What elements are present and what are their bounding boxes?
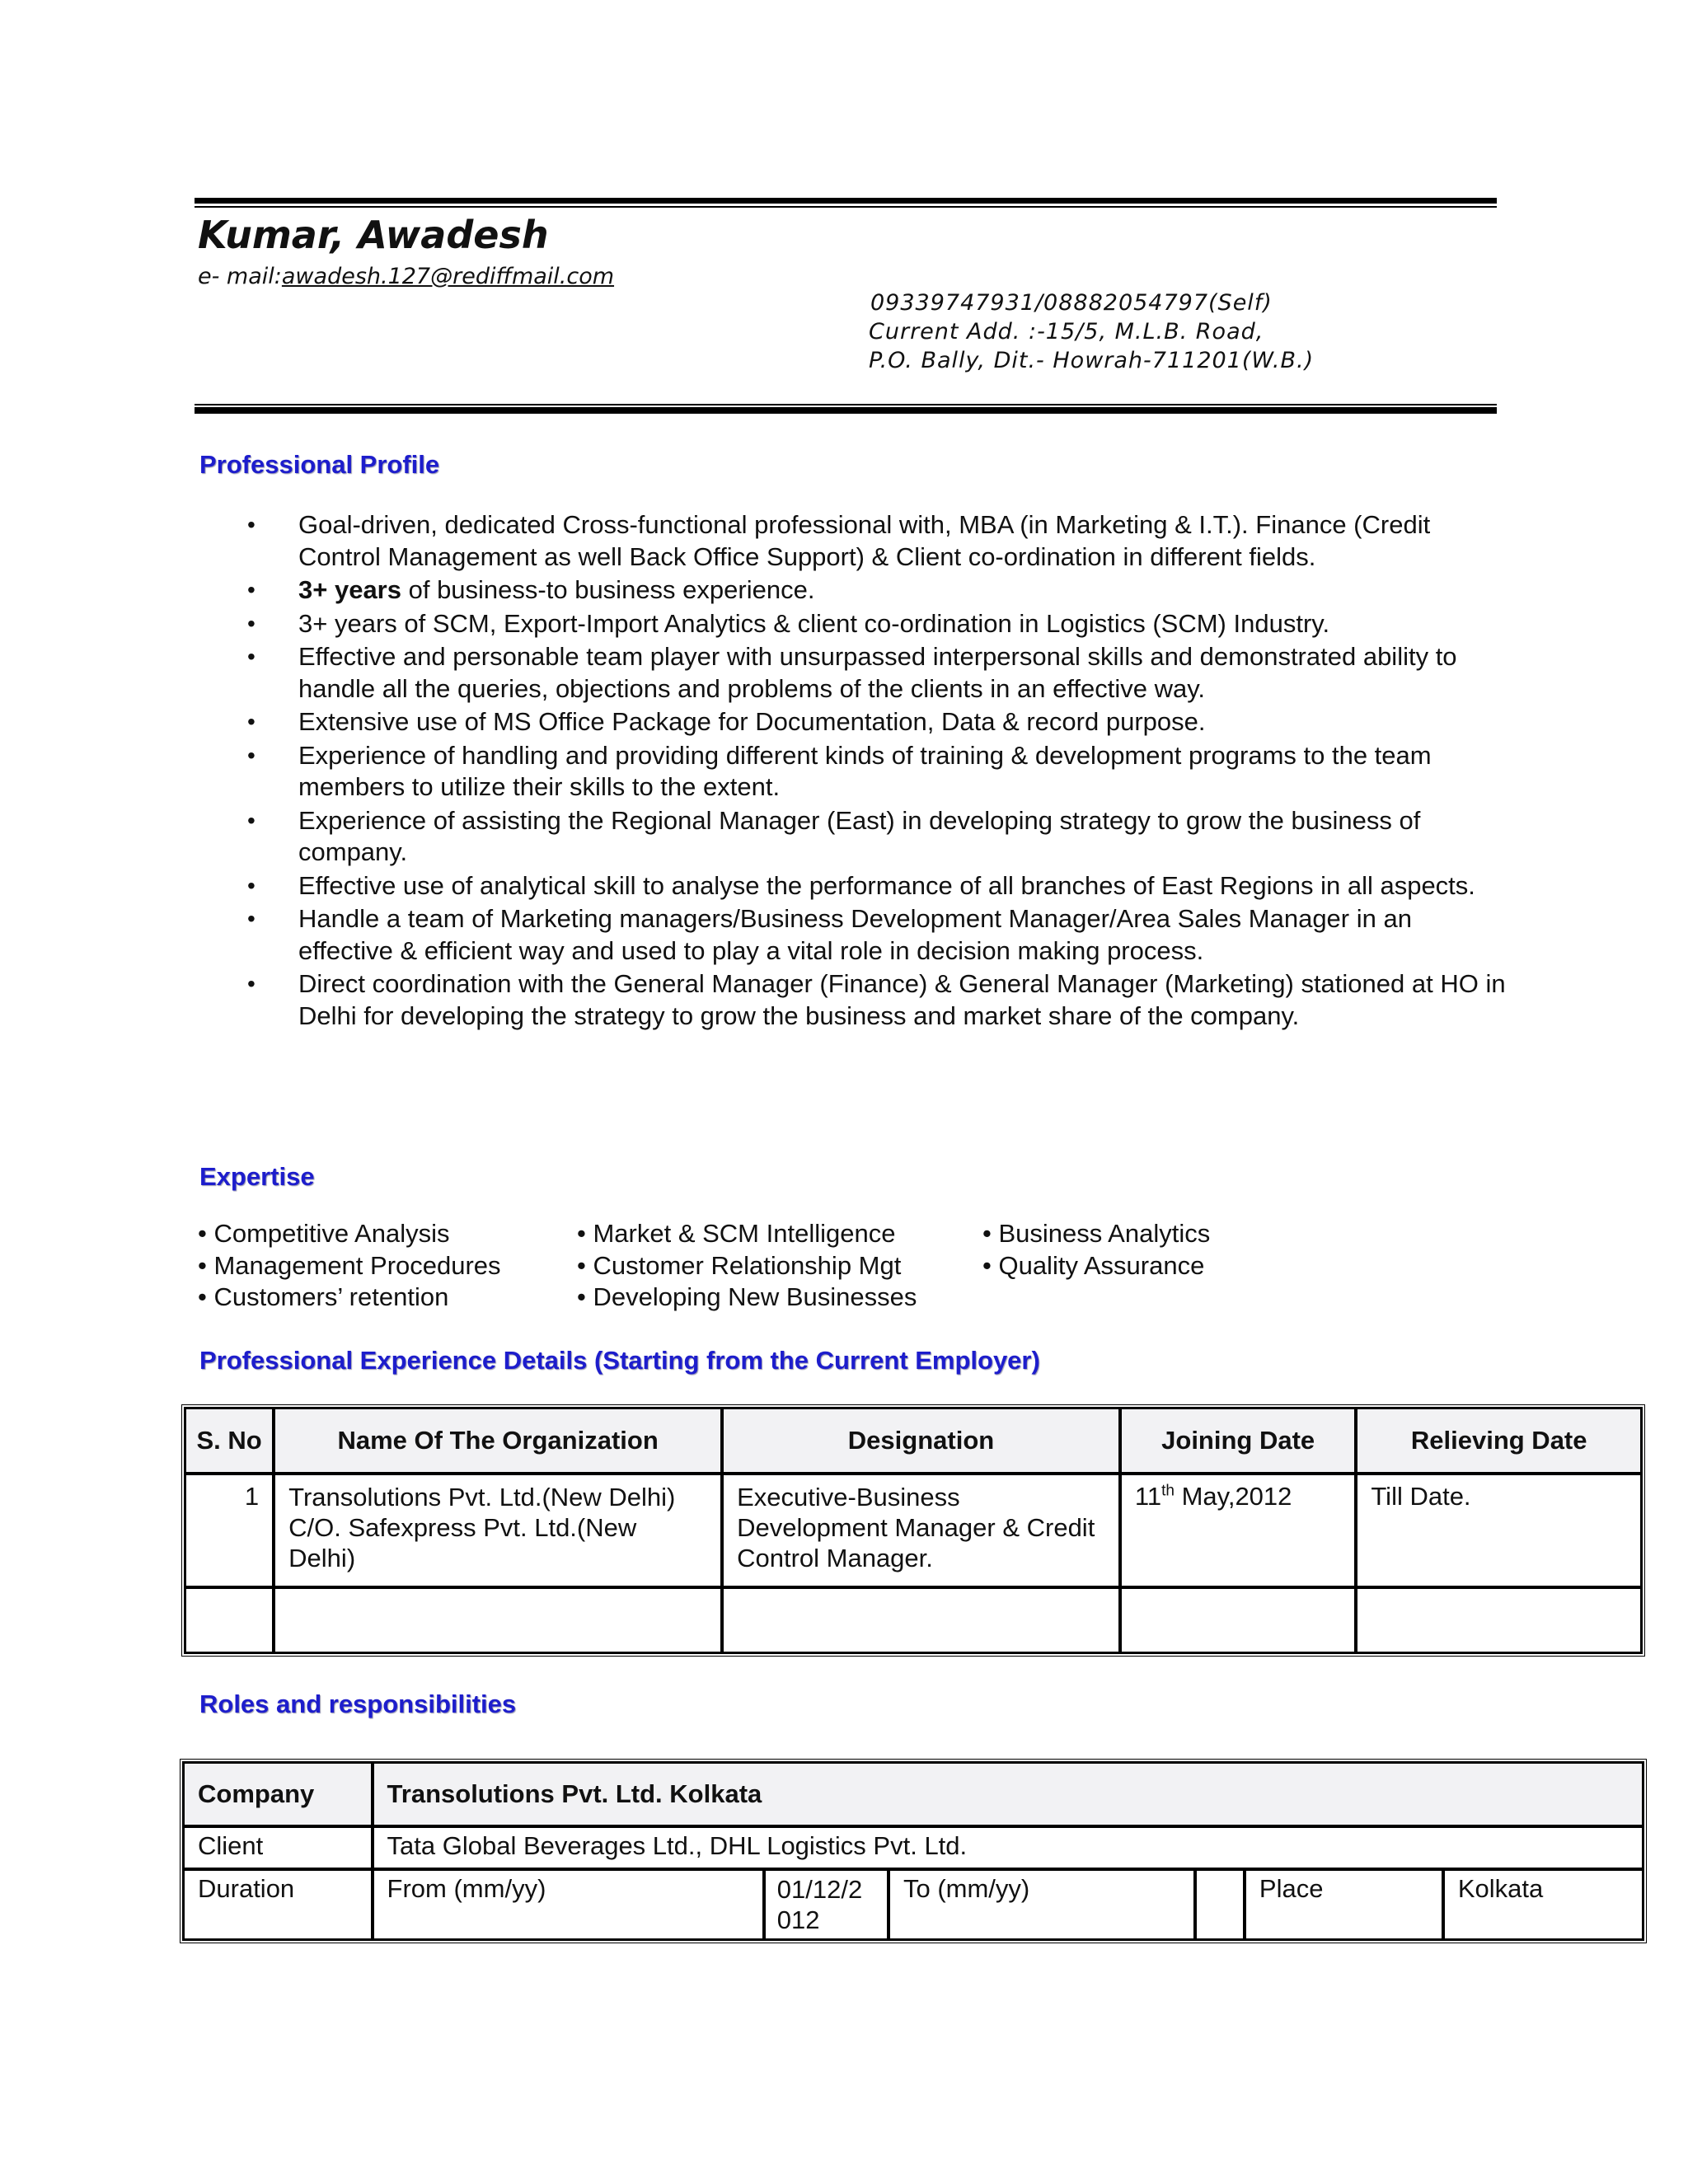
- list-item: [247, 805, 1508, 869]
- list-item: [247, 903, 1508, 967]
- address-line-2: P.O. Bally, Dit.- Howrah-711201(W.B.): [869, 348, 1315, 373]
- list-item: [247, 641, 1508, 705]
- table-row-empty: [185, 1587, 1642, 1653]
- roles-table: [180, 1759, 1647, 1943]
- join-month-year: May,2012: [1174, 1482, 1292, 1511]
- bullet-text: Goal-driven, dedicated Cross-functional professional with, MBA (in Marketing & I.T.). Finance (Credit Control Management as well Back Office Support) & Client co-ordination in different fields.: [298, 510, 1431, 571]
- roles-heading: Roles and responsibilities: [199, 1690, 517, 1718]
- expertise-item: • Business Analytics: [982, 1219, 1211, 1248]
- top-rule: [195, 198, 1497, 204]
- list-item: [247, 968, 1508, 1032]
- email-link[interactable]: awadesh.127@rediffmail.com: [281, 264, 615, 289]
- list-item: [247, 608, 1508, 640]
- list-item: [247, 509, 1508, 573]
- expertise-item: • Market & SCM Intelligence: [577, 1219, 896, 1248]
- expertise-item: • Quality Assurance: [982, 1250, 1205, 1280]
- header-rule: [195, 407, 1497, 414]
- list-item: [247, 870, 1508, 902]
- from-value: 01/12/2012: [764, 1869, 889, 1940]
- expertise-item: • Customer Relationship Mgt: [577, 1250, 902, 1280]
- bullet-icon: •: [247, 971, 256, 996]
- table-row: [185, 1474, 1642, 1587]
- company-row: [183, 1762, 1643, 1826]
- email-line: [198, 264, 614, 289]
- expertise-heading: Expertise: [199, 1162, 315, 1191]
- expertise-item: • Management Procedures: [198, 1250, 501, 1280]
- cell-relieving-date: Till Date.: [1356, 1474, 1642, 1587]
- bullet-emphasis: 3+ years: [298, 575, 401, 604]
- bullet-icon: •: [247, 906, 256, 931]
- expertise-column-3: [982, 1218, 1210, 1282]
- bullet-icon: •: [247, 709, 256, 734]
- bullet-text: Effective use of analytical skill to analyse the performance of all branches of East Regions in all aspects.: [298, 870, 1475, 900]
- expertise-item: • Customers’ retention: [198, 1282, 449, 1311]
- duration-row: [183, 1869, 1643, 1940]
- place-label: Place: [1245, 1869, 1443, 1940]
- expertise-column-2: [577, 1218, 917, 1314]
- phone: 09339747931/08882054797(Self): [870, 290, 1273, 316]
- bullet-text: Experience of assisting the Regional Manager (East) in developing strategy to grow the business of company.: [298, 805, 1421, 866]
- bullet-icon: •: [247, 872, 256, 898]
- bullet-text: of business-to business experience.: [401, 575, 815, 604]
- to-label: To (mm/yy): [889, 1869, 1195, 1940]
- address-line-1: Current Add. :-15/5, M.L.B. Road,: [869, 319, 1264, 344]
- company-value: Transolutions Pvt. Ltd. Kolkata: [373, 1762, 1643, 1826]
- top-rule-thin: [195, 206, 1497, 208]
- experience-table: [181, 1404, 1645, 1657]
- cell-organization: Transolutions Pvt. Ltd.(New Delhi) C/O. Safexpress Pvt. Ltd.(New Delhi): [274, 1474, 722, 1587]
- bullet-text: Direct coordination with the General Manager (Finance) & General Manager (Marketing) stationed at HO in Delhi for developing the strategy to grow the business and market share of the company.: [298, 969, 1506, 1030]
- col-designation: Designation: [722, 1408, 1120, 1474]
- profile-list: [247, 509, 1508, 1033]
- cell-sno: 1: [185, 1474, 274, 1587]
- place-value: Kolkata: [1443, 1869, 1643, 1940]
- duration-label: Duration: [183, 1869, 373, 1940]
- col-joining-date: Joining Date: [1120, 1408, 1356, 1474]
- cell-joining-date: [1120, 1474, 1356, 1587]
- bullet-text: Handle a team of Marketing managers/Business Development Manager/Area Sales Manager in an effective & efficient way and used to play a vital role in decision making process.: [298, 904, 1412, 965]
- experience-header-row: [185, 1408, 1642, 1474]
- client-row: [183, 1826, 1643, 1869]
- list-item: [247, 740, 1508, 804]
- experience-heading: Professional Experience Details (Starting from the Current Employer): [199, 1346, 1040, 1375]
- from-label: From (mm/yy): [373, 1869, 764, 1940]
- to-value: [1195, 1869, 1245, 1940]
- expertise-item: • Competitive Analysis: [198, 1219, 450, 1248]
- list-item: [247, 574, 1508, 607]
- bullet-icon: •: [247, 742, 256, 768]
- col-relieving-date: Relieving Date: [1356, 1408, 1642, 1474]
- bullet-text: Experience of handling and providing different kinds of training & development programs to the team members to utilize their skills to the extent.: [298, 740, 1432, 801]
- cell-designation: Executive-Business Development Manager & Credit Control Manager.: [722, 1474, 1120, 1587]
- profile-heading: Professional Profile: [199, 450, 440, 479]
- col-sno: S. No: [185, 1408, 274, 1474]
- client-value: Tata Global Beverages Ltd., DHL Logistics Pvt. Ltd.: [373, 1826, 1643, 1869]
- bullet-icon: •: [247, 807, 256, 833]
- bullet-icon: •: [247, 610, 256, 636]
- bullet-text: Effective and personable team player with unsurpassed interpersonal skills and demonstrated ability to handle all the queries, objections and problems of the clients in an effective way.: [298, 642, 1457, 703]
- email-label: e- mail:: [198, 264, 282, 289]
- col-organization: Name Of The Organization: [274, 1408, 722, 1474]
- header-rule-thin: [195, 404, 1497, 405]
- expertise-column-1: [198, 1218, 501, 1314]
- candidate-name: Kumar, Awadesh: [198, 213, 549, 257]
- company-label: Company: [183, 1762, 373, 1826]
- bullet-icon: •: [247, 644, 256, 669]
- join-day: 11: [1134, 1482, 1162, 1511]
- client-label: Client: [183, 1826, 373, 1869]
- bullet-text: Extensive use of MS Office Package for Documentation, Data & record purpose.: [298, 707, 1206, 736]
- bullet-icon: •: [247, 577, 256, 602]
- bullet-text: 3+ years of SCM, Export-Import Analytics & client co-ordination in Logistics (SCM) Industry.: [298, 608, 1330, 638]
- bullet-icon: •: [247, 512, 256, 537]
- join-suffix: th: [1161, 1482, 1175, 1500]
- list-item: [247, 706, 1508, 738]
- expertise-item: • Developing New Businesses: [577, 1282, 917, 1311]
